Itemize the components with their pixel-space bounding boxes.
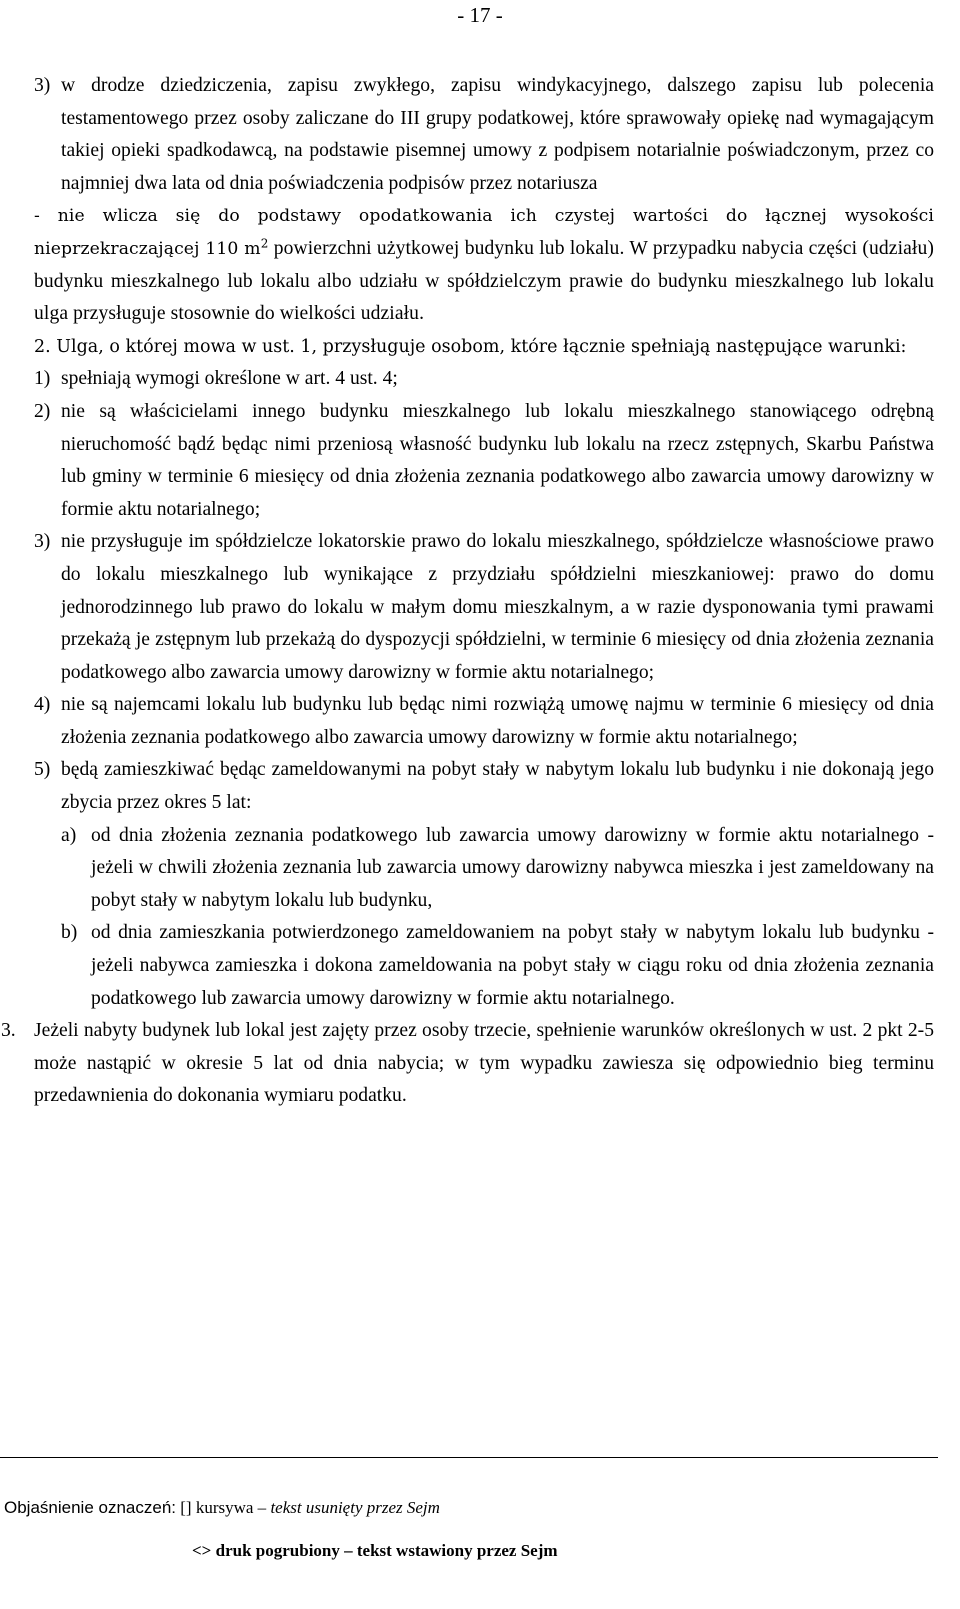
condition-item-3: [34, 526, 934, 689]
section-number: 3.: [1, 1020, 16, 1042]
footer-legend-line-2: <> druk pogrubiony – tekst wstawiony przez Sejm: [192, 1541, 558, 1560]
section-3: [1, 1015, 934, 1113]
section-2-intro: 2. Ulga, o której mowa w ust. 1, przysługuje osobom, które łącznie spełniają następujące warunki:: [34, 336, 907, 357]
item-number: 3): [34, 531, 51, 553]
continuation-text-2: powierzchni użytkowej budynku lub lokalu. W przypadku nabycia części (udziału) budynku mieszkalnego lub lokalu albo udziału w spółdzielczym prawie do budynku mieszkalnego lub lokalu ulga przysługuje stosownie do wielkości udziału.: [34, 237, 935, 325]
condition-item-1: [34, 363, 934, 396]
item-text: będą zamieszkiwać będąc zameldowanymi na pobyt stały w nabytym lokalu lub budynku i nie dokonają jego zbycia przez okres 5 lat:: [61, 759, 934, 814]
item-number: 3): [34, 75, 51, 96]
footer-label: Objaśnienie oznaczeń:: [4, 1498, 177, 1517]
item-number: 2): [34, 400, 51, 422]
condition-item-4: [34, 689, 934, 754]
item-text: nie są właścicielami innego budynku mieszkalnego lub lokalu mieszkalnego stanowiącego odrębną nieruchomość bądź będąc nimi przeniosą własność budynku lub lokalu na rzecz zstępnych, Skarbu Państwa lub gminy w terminie 6 miesięcy od dnia złożenia zeznania podatkowego albo zawarcia umowy darowizny w formie aktu notarialnego;: [61, 400, 934, 520]
subitem-letter: a): [61, 824, 77, 846]
item-text: nie są najemcami lokalu lub budynku lub będąc nimi rozwiążą umowę najmu w terminie 6 miesięcy od dnia złożenia zeznania podatkowego albo zawarcia umowy darowizny w formie aktu notarialnego;: [61, 694, 934, 748]
footer-legend: [4, 1497, 440, 1519]
item-number: 4): [34, 694, 51, 716]
condition-item-2: [34, 396, 934, 526]
subitem-a: [34, 820, 934, 918]
continuation-text-1: - nie wlicza się do podstawy opodatkowania ich czystej wartości do łącznej wysokości nieprzekraczającej 110 m: [34, 206, 934, 259]
footer-divider: [0, 1457, 938, 1458]
footer-markers: [] kursywa –: [180, 1498, 267, 1517]
subitem-letter: b): [61, 922, 78, 944]
subitem-text: od dnia złożenia zeznania podatkowego lub zawarcia umowy darowizny w formie aktu notarialnego - jeżeli w chwili złożenia zeznania lub zawarcia umowy darowizny nabywca mieszka i jest zameldowany na pobyt stały w nabytym lokalu lub budynku,: [91, 824, 934, 911]
item-3-inheritance: [34, 70, 934, 200]
item-number: 1): [34, 368, 51, 390]
item-text: w drodze dziedziczenia, zapisu zwykłego, zapisu windykacyjnego, dalszego zapisu lub polecenia testamentowego przez osoby zaliczane do III grupy podatkowej, które sprawowały opiekę nad wymagającym takiej opieki spadkodawcą, na podstawie pisemnej umowy z podpisem notarialnie poświadczonym, przez co najmniej dwa lata od dnia poświadczenia podpisów przez notariusza: [61, 75, 934, 194]
item-number: 5): [34, 759, 51, 781]
continuation-paragraph: [34, 200, 934, 330]
section-text: Jeżeli nabyty budynek lub lokal jest zajęty przez osoby trzecie, spełnienie warunków określonych w ust. 2 pkt 2-5 może nastąpić w okresie 5 lat od dnia nabycia; w tym wypadku zawiesza się odpowiednio bieg terminu przedawnienia do dokonania wymiaru podatku.: [34, 1020, 934, 1107]
page-number: - 17 -: [457, 3, 503, 27]
subitem-b: [34, 917, 934, 1015]
condition-item-5: [34, 754, 934, 819]
document-body: [1, 70, 935, 1113]
superscript: 2: [260, 236, 269, 251]
footer-deleted-desc: tekst usunięty przez Sejm: [270, 1498, 440, 1517]
item-text: nie przysługuje im spółdzielcze lokatorskie prawo do lokalu mieszkalnego, spółdzielcze własnościowe prawo do lokalu mieszkalnego lub wynikające z przydziału spółdzielni mieszkaniowej: prawo do domu jednorodzinnego lub prawo do lokalu w małym domu mieszkalnym, a w razie dysponowania tymi prawami przekażą je zstępnym lub przekażą do dyspozycji spółdzielni, w terminie 6 miesięcy od dnia złożenia zeznania podatkowego albo zawarcia umowy darowizny w formie aktu notarialnego;: [61, 531, 934, 683]
item-text: spełniają wymogi określone w art. 4 ust. 4;: [61, 368, 398, 390]
subitem-text: od dnia zamieszkania potwierdzonego zameldowaniem na pobyt stały w nabytym lokalu lub budynku - jeżeli nabywca zamieszka i dokona zameldowania na pobyt stały w ciągu roku od dnia złożenia zeznania podatkowego lub zawarcia umowy darowizny w formie aktu notarialnego.: [91, 922, 934, 1009]
